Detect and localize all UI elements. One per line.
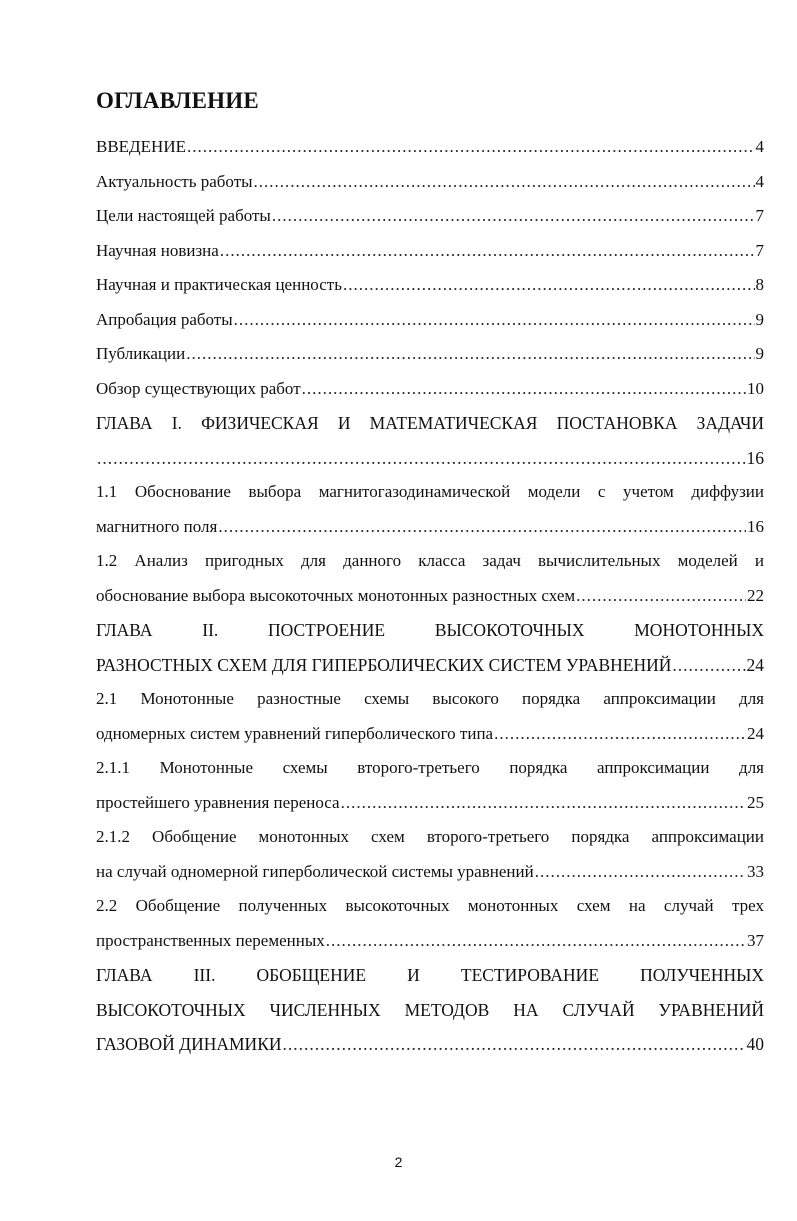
toc-leader-dots (672, 648, 745, 683)
toc-entry-section-1-1[interactable] (96, 475, 764, 544)
toc-entry-text: ГАЗОВОЙ ДИНАМИКИ (96, 1034, 282, 1054)
toc-entry-introduction[interactable] (96, 130, 764, 165)
toc-entry-publications[interactable] (96, 337, 764, 372)
toc-entry-chapter-2[interactable] (96, 613, 764, 682)
toc-leader-dots (283, 1027, 746, 1062)
toc-entry-line (96, 579, 764, 614)
toc-entry-relevance[interactable] (96, 165, 764, 200)
toc-entry-line (96, 337, 764, 372)
toc-entry-text: Публикации (96, 344, 186, 363)
toc-title: ОГЛАВЛЕНИЕ (96, 88, 259, 113)
toc-entry-line (96, 441, 764, 476)
toc-leader-dots (272, 199, 755, 234)
toc-leader-dots (97, 441, 746, 476)
toc-entry-text: пространственных переменных (96, 930, 325, 950)
toc-entry-text: 2.1 Монотонные разностные схемы высокого порядка аппроксимации для (96, 689, 764, 708)
toc-leader-dots (220, 234, 755, 269)
toc-page-number: 9 (755, 344, 764, 363)
toc-page-number: 7 (755, 206, 764, 225)
toc-entry-line (96, 855, 764, 890)
toc-entry-text: 2.2 Обобщение полученных высокоточных монотонных схем на случай трех (96, 896, 764, 915)
toc-entry-text: РАЗНОСТНЫХ СХЕМ ДЛЯ ГИПЕРБОЛИЧЕСКИХ СИСТЕМ УРАВНЕНИЙ (96, 654, 672, 675)
toc-page-number: 8 (755, 275, 764, 294)
toc-page-number: 37 (747, 930, 764, 950)
toc-leader-dots (218, 510, 746, 545)
toc-page-number: 24 (746, 654, 764, 675)
toc-entry-text: 1.2 Анализ пригодных для данного класса задач вычислительных моделей и (96, 551, 764, 570)
toc-list (96, 130, 764, 1062)
toc-entry-text: простейшего уравнения переноса (96, 792, 340, 812)
toc-entry-text: 2.1.2 Обобщение монотонных схем второго-третьего порядка аппроксимации (96, 827, 764, 846)
toc-entry-chapter-3[interactable] (96, 958, 764, 1062)
toc-leader-dots (576, 579, 746, 614)
toc-entry-line (96, 268, 764, 303)
toc-leader-dots (341, 786, 746, 821)
toc-entry-line (96, 372, 764, 407)
toc-entry-text: магнитного поля (96, 516, 218, 536)
toc-page-number: 9 (755, 309, 764, 329)
toc-entry-value[interactable] (96, 268, 764, 303)
toc-entry-text: 1.1 Обоснование выбора магнитогазодинамической модели с учетом диффузии (96, 482, 764, 501)
toc-page-number: 7 (755, 240, 764, 260)
toc-entry-text: Апробация работы (96, 309, 233, 329)
toc-entry-line (96, 303, 764, 338)
toc-entry-line (96, 510, 764, 545)
toc-entry-section-1-2[interactable] (96, 544, 764, 613)
toc-entry-text: ВВЕДЕНИЕ (96, 137, 186, 156)
toc-leader-dots (494, 717, 746, 752)
toc-entry-novelty[interactable] (96, 234, 764, 269)
toc-entry-text: Научная новизна (96, 240, 219, 260)
toc-page-number: 24 (747, 723, 764, 743)
toc-entry-text: одномерных систем уравнений гиперболического типа (96, 723, 494, 743)
toc-entry-text: Научная и практическая ценность (96, 275, 342, 294)
toc-entry-line (96, 199, 764, 234)
toc-leader-dots (254, 165, 755, 200)
toc-entry-line (96, 165, 764, 200)
toc-entry-text: ВЫСОКОТОЧНЫХ ЧИСЛЕННЫХ МЕТОДОВ НА СЛУЧАЙ УРАВНЕНИЙ (96, 999, 764, 1020)
toc-leader-dots (234, 303, 755, 338)
toc-page-number: 16 (747, 516, 764, 536)
toc-entry-text: Актуальность работы (96, 171, 253, 191)
toc-entry-section-2-2[interactable] (96, 889, 764, 958)
toc-entry-text: 2.1.1 Монотонные схемы второго-третьего порядка аппроксимации для (96, 758, 764, 777)
toc-entry-text: Обзор существующих работ (96, 378, 301, 398)
toc-entry-line (96, 648, 764, 683)
toc-entry-section-2-1-2[interactable] (96, 820, 764, 889)
toc-entry-approbation[interactable] (96, 303, 764, 338)
toc-leader-dots (535, 855, 746, 890)
toc-entry-review[interactable] (96, 372, 764, 407)
toc-page-number: 40 (746, 1034, 764, 1054)
toc-page-number: 33 (747, 861, 764, 881)
toc-page-number: 4 (755, 171, 764, 191)
toc-entry-text: Цели настоящей работы (96, 206, 271, 225)
toc-entry-line (96, 130, 764, 165)
toc-entry-section-2-1[interactable] (96, 682, 764, 751)
toc-entry-text: ГЛАВА II. ПОСТРОЕНИЕ ВЫСОКОТОЧНЫХ МОНОТОННЫХ (96, 620, 764, 640)
toc-leader-dots (187, 130, 755, 165)
toc-leader-dots (302, 372, 746, 407)
toc-page-number: 22 (747, 585, 764, 605)
toc-entry-section-2-1-1[interactable] (96, 751, 764, 820)
toc-leader-dots (343, 268, 755, 303)
toc-page-number: 25 (747, 792, 764, 812)
toc-entry-text: на случай одномерной гиперболической системы уравнений (96, 861, 534, 881)
toc-entry-goals[interactable] (96, 199, 764, 234)
page-number: 2 (394, 1154, 403, 1170)
toc-page-number: 16 (746, 447, 764, 468)
toc-entry-text: ГЛАВА I. ФИЗИЧЕСКАЯ И МАТЕМАТИЧЕСКАЯ ПОСТАНОВКА ЗАДАЧИ (96, 413, 764, 433)
toc-entry-line (96, 924, 764, 959)
toc-entry-line (96, 234, 764, 269)
toc-page-number: 4 (755, 137, 764, 156)
toc-page-number: 10 (747, 378, 764, 398)
toc-leader-dots (186, 337, 754, 372)
toc-entry-line (96, 1027, 764, 1062)
toc-entry-line (96, 786, 764, 821)
toc-entry-chapter-1[interactable] (96, 406, 764, 475)
toc-entry-text: ГЛАВА III. ОБОБЩЕНИЕ И ТЕСТИРОВАНИЕ ПОЛУЧЕННЫХ (96, 965, 764, 985)
toc-entry-text: обоснование выбора высокоточных монотонных разностных схем (96, 585, 576, 605)
toc-leader-dots (326, 924, 746, 959)
toc-entry-line (96, 717, 764, 752)
